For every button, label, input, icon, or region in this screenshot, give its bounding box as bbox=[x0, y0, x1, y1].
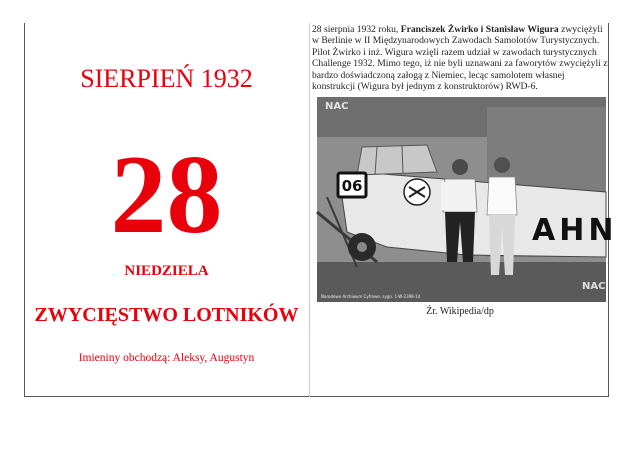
registration-letters: AHN bbox=[532, 213, 618, 248]
historic-photo bbox=[317, 97, 618, 302]
month-year-heading: SIERPIEŃ 1932 bbox=[80, 64, 253, 93]
weekday-label: NIEDZIELA bbox=[124, 263, 209, 279]
calendar-left-page bbox=[24, 23, 309, 397]
story-intro: 28 sierpnia 1932 roku, bbox=[312, 24, 401, 35]
story-text bbox=[312, 24, 608, 92]
holiday-title: ZWYCIĘSTWO LOTNIKÓW bbox=[34, 304, 299, 326]
aviators-photo-illustration bbox=[317, 97, 618, 302]
race-number: 06 bbox=[341, 177, 363, 195]
namedays-text: Imieniny obchodzą: Aleksy, Augustyn bbox=[78, 352, 255, 364]
page-divider bbox=[309, 23, 310, 397]
story-body: zwyciężyli w Berlinie w II Międzynarodowych Zawodach Samolotów Turystycznych. Pilot Żwirko i inż. Wigura wzięli razem udział w zawodach turystycznych Challenge 1932. Mimo tego, iż nie byli uznawani za faworytów zwyciężyli z bardzo doświadczoną załogą z Niemiec, lecąc samolotem własnej konstrukcji (Wigura był jednym z konstruktorów) RWD-6. bbox=[312, 24, 608, 93]
archive-note: Narodowe Archiwum Cyfrowe, sygn. 1-W-2398-14 bbox=[321, 294, 421, 299]
story-names: Franciszek Żwirko i Stanisław Wigura bbox=[400, 24, 559, 35]
nac-watermark-top: NAC bbox=[325, 101, 349, 112]
photo-caption: Źr. Wikipedia/dp bbox=[426, 306, 494, 317]
day-number: 28 bbox=[110, 133, 223, 257]
nac-watermark-bottom: NAC bbox=[582, 281, 606, 292]
